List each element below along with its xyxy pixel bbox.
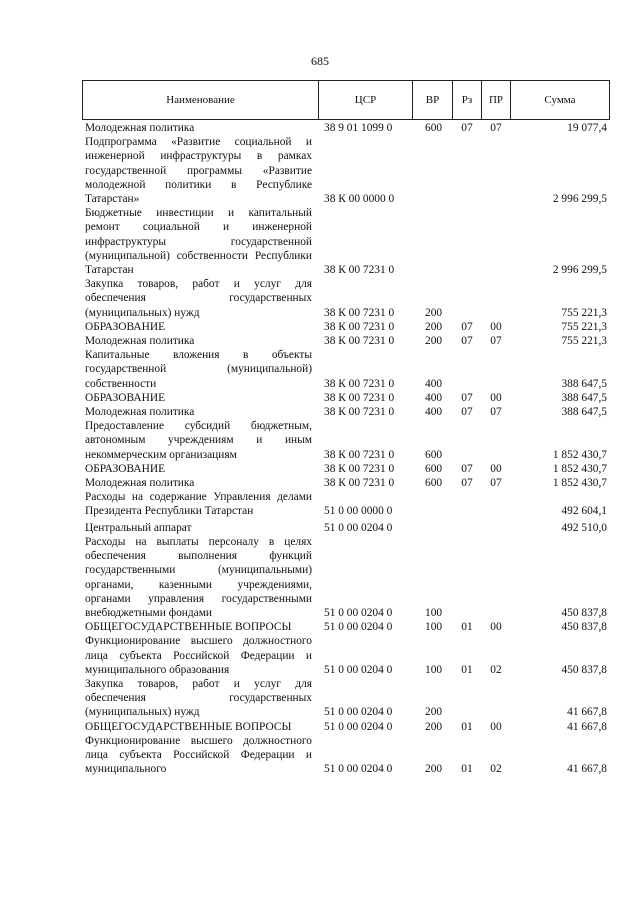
cell-sum: 41 667,8 (567, 763, 607, 776)
cell-rz (453, 677, 482, 720)
cell-sum: 2 996 299,5 (552, 193, 607, 206)
cell-code: 51 0 00 0204 0 (324, 763, 393, 776)
cell-name: Расходы на выплаты персоналу в целях обеспечения выполнения функций государственными (муниципальными) органами, казенными учреждениями, органами управления государственными внебюджетными фондами (85, 535, 312, 619)
cell-vr (413, 135, 453, 206)
cell-sum: 492 510,0 (561, 521, 607, 534)
cell-vr (413, 519, 453, 535)
cell-rz: 07 (461, 391, 473, 404)
cell-rz (453, 206, 482, 277)
cell-pr: 00 (490, 462, 502, 475)
cell-rz: 01 (461, 663, 473, 676)
cell-pr (482, 206, 511, 277)
header-sum: Сумма (511, 81, 610, 120)
table-row (83, 277, 610, 320)
table-row (83, 206, 610, 277)
table-row (83, 120, 610, 136)
cell-rz: 01 (461, 720, 473, 733)
cell-vr: 600 (425, 448, 443, 461)
cell-pr: 02 (490, 763, 502, 776)
cell-pr: 07 (490, 335, 502, 348)
table-row (83, 490, 610, 518)
cell-sum: 41 667,8 (567, 706, 607, 719)
table-row (83, 535, 610, 620)
cell-pr: 00 (490, 720, 502, 733)
budget-table (82, 80, 610, 776)
cell-pr (482, 135, 511, 206)
cell-rz (453, 348, 482, 391)
cell-code: 38 К 00 7231 0 (324, 448, 395, 461)
table-row (83, 462, 610, 476)
cell-vr: 400 (425, 391, 443, 404)
cell-code: 38 К 00 7231 0 (324, 306, 395, 319)
cell-name: Молодежная политика (85, 477, 195, 490)
table-row (83, 405, 610, 419)
table-row (83, 391, 610, 405)
cell-name: Предоставление субсидий бюджетным, автономным учреждениям и иным некоммерческим организациям (85, 420, 312, 461)
cell-pr: 00 (490, 621, 502, 634)
cell-pr (482, 519, 511, 535)
cell-rz (453, 135, 482, 206)
header-name: Наименование (83, 81, 319, 120)
cell-pr: 02 (490, 663, 502, 676)
cell-code: 51 0 00 0204 0 (324, 621, 393, 634)
cell-vr: 200 (425, 706, 443, 719)
cell-pr (482, 419, 511, 462)
cell-pr (482, 677, 511, 720)
cell-code: 51 0 00 0204 0 (324, 663, 393, 676)
cell-sum: 755 221,3 (561, 320, 607, 333)
cell-vr: 400 (425, 406, 443, 419)
cell-name: Расходы на содержание Управления делами Президента Республики Татарстан (85, 491, 312, 518)
cell-code: 51 0 00 0204 0 (324, 521, 393, 534)
cell-pr: 00 (490, 391, 502, 404)
cell-vr (413, 490, 453, 518)
cell-vr (413, 206, 453, 277)
table-row (83, 677, 610, 720)
cell-sum: 1 852 430,7 (552, 477, 607, 490)
table-row (83, 720, 610, 734)
cell-sum: 19 077,4 (567, 122, 607, 134)
cell-sum: 1 852 430,7 (552, 462, 607, 475)
cell-rz: 07 (461, 477, 473, 490)
cell-code: 38 К 00 7231 0 (324, 477, 395, 490)
cell-rz (453, 419, 482, 462)
cell-sum: 755 221,3 (561, 306, 607, 319)
cell-code: 38 К 00 7231 0 (324, 320, 395, 333)
cell-name: Бюджетные инвестиции и капитальный ремонт социальной и инженерной инфраструктуры государственной (муниципальной) собственности Республики Татарстан (85, 207, 312, 277)
cell-rz: 07 (461, 320, 473, 333)
cell-pr (482, 535, 511, 620)
table-body (83, 120, 610, 777)
cell-rz: 01 (461, 763, 473, 776)
cell-name: Подпрограмма «Развитие социальной и инженерной инфраструктуры в рамках государственной программы «Развитие молодежной политики в Республике Татарстан» (85, 136, 312, 206)
cell-sum: 492 604,1 (561, 505, 607, 518)
header-code: ЦСР (319, 81, 413, 120)
cell-code: 51 0 00 0204 0 (324, 720, 393, 733)
cell-name: Центральный аппарат (85, 521, 192, 534)
cell-pr: 07 (490, 122, 502, 134)
header-rz: Рз (453, 81, 482, 120)
cell-pr (482, 490, 511, 518)
cell-sum: 450 837,8 (561, 606, 607, 619)
cell-name: Молодежная политика (85, 406, 195, 419)
table-row (83, 634, 610, 677)
cell-code: 51 0 00 0204 0 (324, 706, 393, 719)
cell-name: Капитальные вложения в объекты государственной (муниципальной) собственности (85, 349, 312, 390)
cell-sum: 388 647,5 (561, 377, 607, 390)
cell-code: 38 К 00 7231 0 (324, 264, 395, 277)
cell-code: 51 0 00 0204 0 (324, 606, 393, 619)
cell-vr: 100 (425, 621, 443, 634)
cell-name: ОБРАЗОВАНИЕ (85, 320, 166, 333)
table-row (83, 348, 610, 391)
cell-pr (482, 277, 511, 320)
cell-code: 38 9 01 1099 0 (324, 122, 393, 134)
table-row (83, 476, 610, 490)
cell-pr: 07 (490, 406, 502, 419)
cell-vr: 600 (425, 462, 443, 475)
cell-rz: 01 (461, 621, 473, 634)
cell-vr: 600 (425, 122, 443, 134)
page-number: 685 (311, 54, 329, 68)
header-vr: ВР (413, 81, 453, 120)
cell-rz: 07 (461, 122, 473, 134)
cell-vr: 200 (425, 335, 443, 348)
cell-rz: 07 (461, 462, 473, 475)
table-row (83, 519, 610, 535)
cell-pr (482, 348, 511, 391)
cell-sum: 450 837,8 (561, 621, 607, 634)
cell-name: Закупка товаров, работ и услуг для обеспечения государственных (муниципальных) нужд (85, 278, 312, 319)
cell-code: 38 К 00 7231 0 (324, 335, 395, 348)
cell-pr: 00 (490, 320, 502, 333)
cell-vr: 200 (425, 306, 443, 319)
cell-sum: 755 221,3 (561, 335, 607, 348)
cell-code: 38 К 00 7231 0 (324, 391, 395, 404)
cell-name: Функционирование высшего должностного лица субъекта Российской Федерации и муниципального образования (85, 635, 312, 676)
cell-code: 38 К 00 7231 0 (324, 377, 395, 390)
table-row (83, 419, 610, 462)
cell-vr: 200 (425, 720, 443, 733)
cell-name: Функционирование высшего должностного лица субъекта Российской Федерации и муниципального (85, 734, 312, 776)
cell-name: Закупка товаров, работ и услуг для обеспечения государственных (муниципальных) нужд (85, 677, 312, 719)
cell-sum: 388 647,5 (561, 406, 607, 419)
cell-vr: 600 (425, 477, 443, 490)
cell-name: ОБРАЗОВАНИЕ (85, 462, 166, 475)
cell-sum: 1 852 430,7 (552, 448, 607, 461)
cell-sum: 41 667,8 (567, 720, 607, 733)
cell-name: ОБЩЕГОСУДАРСТВЕННЫЕ ВОПРОСЫ (85, 720, 292, 733)
cell-vr: 200 (425, 320, 443, 333)
cell-code: 38 К 00 7231 0 (324, 406, 395, 419)
cell-pr: 07 (490, 477, 502, 490)
cell-code: 51 0 00 0000 0 (324, 505, 393, 518)
cell-vr: 100 (425, 663, 443, 676)
cell-name: Молодежная политика (85, 335, 195, 348)
cell-name: Молодежная политика (85, 122, 195, 134)
table-row (83, 320, 610, 334)
cell-vr: 100 (425, 606, 443, 619)
table-row (83, 620, 610, 634)
cell-rz (453, 535, 482, 620)
cell-rz: 07 (461, 406, 473, 419)
table-row (83, 734, 610, 777)
cell-rz: 07 (461, 335, 473, 348)
cell-sum: 2 996 299,5 (552, 264, 607, 277)
cell-rz (453, 277, 482, 320)
cell-rz (453, 490, 482, 518)
table-row (83, 334, 610, 348)
cell-sum: 388 647,5 (561, 391, 607, 404)
cell-name: ОБРАЗОВАНИЕ (85, 391, 166, 404)
table-row (83, 135, 610, 206)
cell-code: 38 К 00 0000 0 (324, 193, 395, 206)
table-header (83, 81, 610, 120)
cell-vr: 200 (425, 763, 443, 776)
cell-code: 38 К 00 7231 0 (324, 462, 395, 475)
header-pr: ПР (482, 81, 511, 120)
cell-name: ОБЩЕГОСУДАРСТВЕННЫЕ ВОПРОСЫ (85, 621, 292, 634)
cell-rz (453, 519, 482, 535)
cell-sum: 450 837,8 (561, 663, 607, 676)
cell-vr: 400 (425, 377, 443, 390)
